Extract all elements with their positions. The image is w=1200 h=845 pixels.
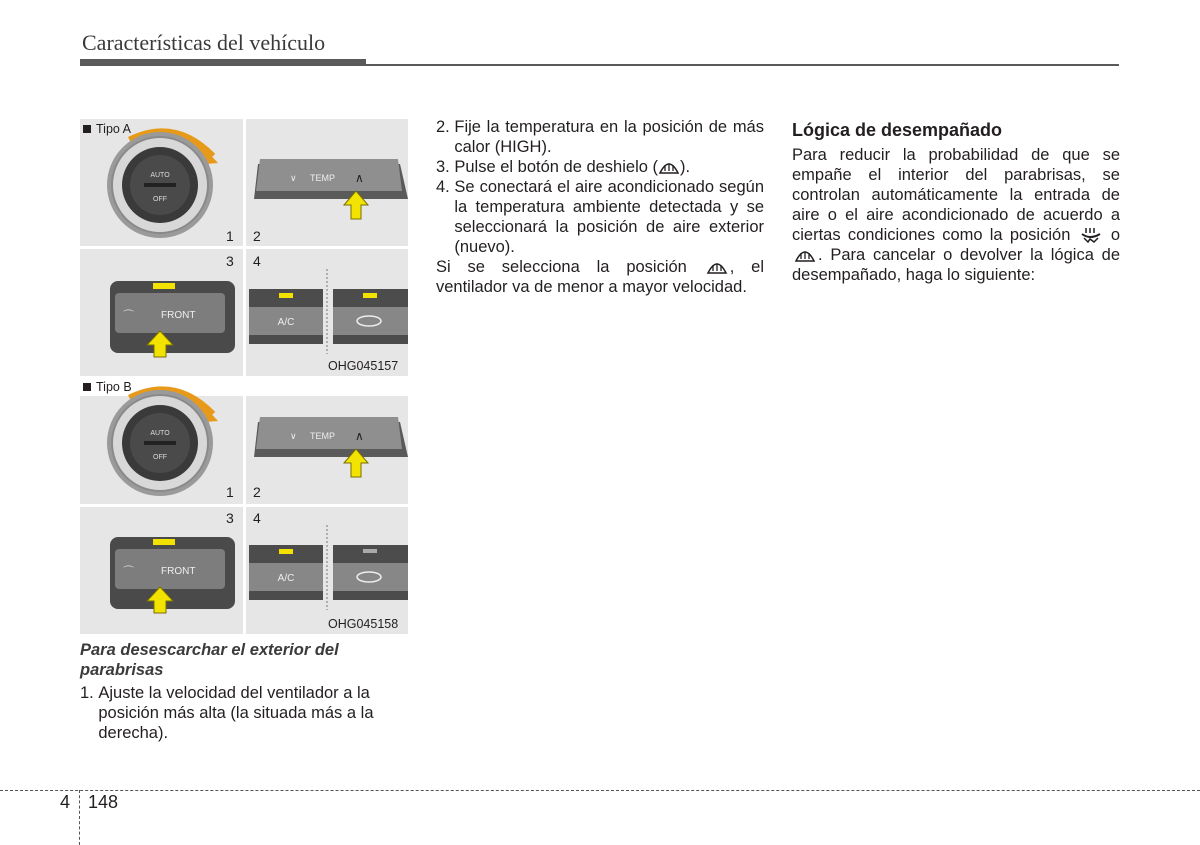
svg-text:⌒: ⌒ xyxy=(123,566,134,578)
step-number: 2 xyxy=(253,484,261,500)
front-defrost-icon xyxy=(658,158,680,175)
svg-text:∨: ∨ xyxy=(290,173,297,183)
floor-defrost-icon xyxy=(1078,226,1104,243)
control-panel-figure xyxy=(80,119,408,634)
list-item: 2. Fije la temperatura en la posición de más calor (HIGH). xyxy=(436,118,764,156)
chapter-number: 4 xyxy=(60,792,71,812)
step-number: 2 xyxy=(253,228,261,244)
instruction-list-col2 xyxy=(436,117,764,297)
step-number: 4 xyxy=(253,253,261,269)
ac-button-illustration xyxy=(249,269,408,354)
step-number: 1 xyxy=(226,484,234,500)
svg-text:A/C: A/C xyxy=(277,317,295,328)
ac-button-illustration-b xyxy=(249,525,408,610)
defog-logic-section xyxy=(792,117,1120,285)
svg-text:∨: ∨ xyxy=(290,431,297,441)
step-number: 3 xyxy=(226,253,234,269)
step-number: 1 xyxy=(226,228,234,244)
front-defrost-button-illustration-b xyxy=(105,527,243,612)
svg-text:OFF: OFF xyxy=(153,196,167,203)
step-number: 4 xyxy=(253,510,261,526)
step-number: 3 xyxy=(226,510,234,526)
fan-knob-illustration-b xyxy=(100,387,240,497)
svg-text:FRONT: FRONT xyxy=(161,310,196,321)
temp-button-illustration-b xyxy=(250,407,408,497)
paragraph: Si se selecciona la posición , el ventilador va de menor a mayor velocidad. xyxy=(436,258,764,296)
svg-text:OFF: OFF xyxy=(153,454,167,461)
page-number: 148 xyxy=(88,792,119,812)
footer-divider xyxy=(79,790,80,845)
svg-text:∧: ∧ xyxy=(355,171,364,185)
page-header-title: Características del vehículo xyxy=(82,30,326,55)
svg-text:TEMP: TEMP xyxy=(310,173,336,183)
instruction-list-col1 xyxy=(80,683,408,743)
figure-code-a: OHG045157 xyxy=(328,359,399,373)
list-item: 4. Se conectará el aire acondicionado según la temperatura ambiente detectada y se seleccionará la posición de aire exterior (nuevo). xyxy=(436,178,764,256)
list-item: 3. Pulse el botón de deshielo ( ). xyxy=(436,158,691,176)
svg-text:AUTO: AUTO xyxy=(150,430,170,437)
paragraph: Para reducir la probabilidad de que se empañe el interior del parabrisas, se controlan automáticamente la entrada de aire o el aire acondicionado de acuerdo a ciertas condiciones como la posición o . Para cancelar o devolver la lógica de desempañado, haga lo siguiente: xyxy=(792,146,1120,284)
footer-rule xyxy=(0,790,1200,791)
figure-code-b: OHG045158 xyxy=(328,617,399,631)
header-rule-thin xyxy=(366,64,1119,66)
figure-caption: Para desescarchar el exterior del parabrisas xyxy=(80,641,339,679)
temp-button-illustration xyxy=(250,149,408,239)
svg-text:∧: ∧ xyxy=(355,429,364,443)
list-item: 1. Ajuste la velocidad del ventilador a la posición más alta (la situada más a la derecha). xyxy=(80,684,374,742)
svg-text:FRONT: FRONT xyxy=(161,566,196,577)
front-defrost-icon xyxy=(792,246,818,263)
section-title: Lógica de desempañado xyxy=(792,120,1003,140)
header-rule xyxy=(80,59,366,66)
front-defrost-button-illustration xyxy=(105,271,243,356)
front-defrost-icon xyxy=(704,258,730,275)
svg-text:A/C: A/C xyxy=(277,573,295,584)
svg-text:AUTO: AUTO xyxy=(150,172,170,179)
type-b-label: Tipo B xyxy=(83,380,132,394)
fan-knob-illustration xyxy=(100,129,240,239)
svg-text:TEMP: TEMP xyxy=(310,431,336,441)
svg-text:⌒: ⌒ xyxy=(123,310,134,322)
type-a-label: Tipo A xyxy=(83,122,131,136)
